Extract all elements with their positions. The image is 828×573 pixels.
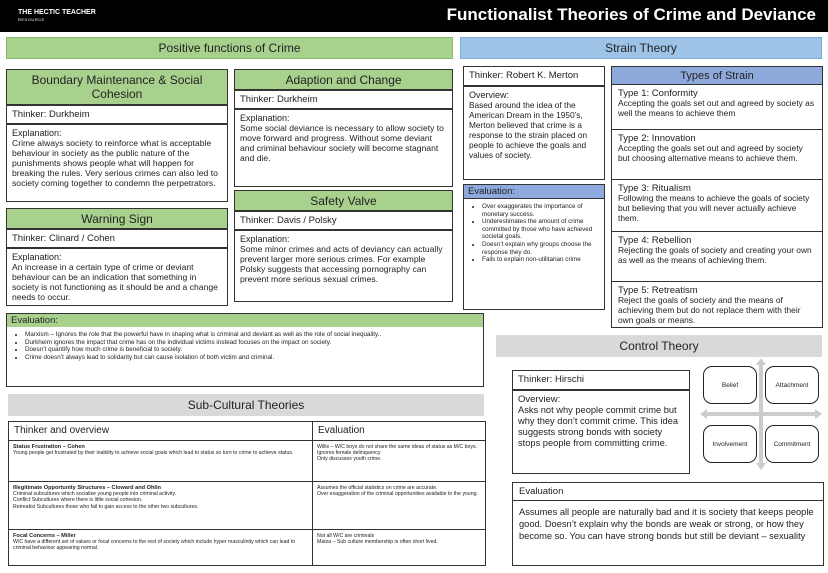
safety-thinker: Thinker: Davis / Polsky xyxy=(234,211,453,230)
row-eval-line: Not all W/C are criminals xyxy=(317,533,375,539)
row-title: Focal Concerns – Miller xyxy=(13,533,76,539)
row-overview xyxy=(9,482,313,530)
table-row xyxy=(9,482,486,530)
strain-evaluation-list xyxy=(464,203,604,264)
list-item: • Crime doesn’t always lead to solidarity but can cause isolation of both victim and criminal. xyxy=(25,354,483,362)
list-item: • Fails to explain non-utilitarian crime xyxy=(482,256,600,264)
row-line: Young people get frustrated by their inability to achieve social goals which lead to status so turn to crime to achieve status. xyxy=(13,450,294,457)
adaption-explanation-text: Some social deviance is necessary to allow society to move forward and progress. Without some deviant and criminal behaviour society will become stagnant and die. xyxy=(240,123,444,163)
safety-explanation xyxy=(234,230,453,302)
strain-theory-band: Strain Theory xyxy=(460,37,822,59)
positive-evaluation xyxy=(6,313,484,387)
row-eval-line: Over exaggeration of the criminal opportunities available to the young. xyxy=(317,491,478,498)
list-item: • Doesn’t explain why groups choose the response they do. xyxy=(482,241,600,256)
strain-overview-label: Overview: xyxy=(469,90,510,100)
strain-type-ritualism xyxy=(611,180,823,232)
control-evaluation-text: Assumes all people are naturally bad and it is society that keeps people good. Doesn’t explain why the bonds are weak or strong, or how they become so. You can have strong bonds but still be deviant – sexuality xyxy=(519,507,814,541)
adaption-thinker: Thinker: Durkheim xyxy=(234,90,453,109)
safety-explanation-text: Some minor crimes and acts of deviancy can actually prevent larger more serious crimes. For example Polsky suggests that accessing pornography can prevent more serious sexual crimes. xyxy=(240,244,443,284)
row-line: Criminal subcultures which socialise young people into criminal activity. xyxy=(13,491,177,498)
warning-explanation-text: An increase in a certain type of crime or deviant behaviour can be an indication that something in society is not functioning as it should be and a change needs to occur. xyxy=(12,262,218,302)
boundary-thinker: Thinker: Durkheim xyxy=(6,105,228,124)
row-overview xyxy=(9,441,313,482)
bond-belief: Belief xyxy=(703,366,757,404)
warning-explanation-label: Explanation: xyxy=(12,252,62,262)
list-item: • Over exaggerates the importance of monetary success. xyxy=(482,203,600,218)
list-item: • Durkheim ignores the impact that crime has on the individual victims instead focuses on the impact on society. xyxy=(25,339,483,347)
bond-involvement: Involvement xyxy=(703,425,757,463)
row-title: Status Frustration – Cohen xyxy=(13,444,85,450)
strain-thinker: Thinker: Robert K. Merton xyxy=(463,66,605,86)
row-line: Retreatist Subcultures those who fail to gain access to the other two subcultures. xyxy=(13,503,199,510)
control-theory-band: Control Theory xyxy=(496,335,822,357)
strain-type-text: Following the means to achieve the goals of society but believing that you will never actually achieve them. xyxy=(618,193,810,223)
strain-type-text: Accepting the goals set out and agreed by society as well the means to achieve them xyxy=(618,98,815,118)
strain-overview xyxy=(463,86,605,180)
row-title: Illegitimate Opportunity Structures – Cloward and Ohlin xyxy=(13,485,161,491)
social-bonds-diagram xyxy=(700,358,822,470)
strain-type-text: Rejecting the goals of society and creating your own as well as the means of achieving them. xyxy=(618,245,812,265)
brand-subtitle: RESOURCE xyxy=(18,17,45,22)
brand-name: THE HECTIC TEACHER xyxy=(18,9,96,16)
subcultural-table xyxy=(8,421,486,566)
table-header-row xyxy=(9,422,486,441)
bond-attachment: Attachment xyxy=(765,366,819,404)
row-eval-line: Ignores female delinquency xyxy=(317,450,381,457)
control-overview-label: Overview: xyxy=(518,394,561,405)
adaption-explanation xyxy=(234,109,453,187)
row-eval-line: Assumes the official statistics on crime are accurate. xyxy=(317,485,438,491)
warning-title: Warning Sign xyxy=(6,208,228,229)
types-of-strain-title: Types of Strain xyxy=(611,66,823,85)
strain-type-name: Type 5: Retreatism xyxy=(618,285,698,296)
subcultural-band: Sub-Cultural Theories xyxy=(8,394,484,416)
boundary-title: Boundary Maintenance & Social Cohesion xyxy=(6,69,228,105)
safety-explanation-label: Explanation: xyxy=(240,234,290,244)
positive-evaluation-list xyxy=(7,331,483,361)
list-item: • Underestimates the amount of crime committed by those who have achieved societal goals. xyxy=(482,218,600,241)
list-item: • Marxism – Ignores the role that the powerful have in shaping what is criminal and deviant as well as the role of social inequality.. xyxy=(25,331,483,339)
control-evaluation xyxy=(512,482,824,566)
strain-type-name: Type 3: Ritualism xyxy=(618,183,691,194)
strain-type-name: Type 4: Rebellion xyxy=(618,235,692,246)
page-title: Functionalist Theories of Crime and Deviance xyxy=(446,5,816,24)
strain-evaluation xyxy=(463,184,605,310)
control-overview-text: Asks not why people commit crime but why they don’t commit crime. This idea suggests strong bonds with society stops people from committing crime. xyxy=(518,405,678,448)
strain-type-rebellion xyxy=(611,232,823,282)
adaption-explanation-label: Explanation: xyxy=(240,113,290,123)
row-evaluation xyxy=(313,441,486,482)
adaption-title: Adaption and Change xyxy=(234,69,453,90)
list-item: • Doesn’t quantify how much crime is beneficial to society. xyxy=(25,346,483,354)
control-overview xyxy=(512,390,690,474)
boundary-explanation-label: Explanation: xyxy=(12,128,62,138)
strain-evaluation-title: Evaluation: xyxy=(464,185,604,199)
boundary-explanation xyxy=(6,124,228,202)
table-row xyxy=(9,530,486,566)
row-eval-line: Matza – Sub culture membership is often short lived. xyxy=(317,539,438,546)
strain-type-name: Type 1: Conformity xyxy=(618,88,698,99)
row-overview xyxy=(9,530,313,566)
strain-type-name: Type 2: Innovation xyxy=(618,133,696,144)
column-header-evaluation: Evaluation xyxy=(313,422,486,441)
row-eval-line: Only discusses youth crime. xyxy=(317,456,382,463)
safety-title: Safety Valve xyxy=(234,190,453,211)
column-header-thinker: Thinker and overview xyxy=(9,422,313,441)
control-thinker: Thinker: Hirschi xyxy=(512,370,690,390)
strain-type-conformity xyxy=(611,85,823,130)
warning-explanation xyxy=(6,248,228,306)
strain-type-retreatism xyxy=(611,282,823,328)
strain-type-innovation xyxy=(611,130,823,180)
row-evaluation xyxy=(313,482,486,530)
row-eval-line: Willis – W/C boys do not share the same ideas of status as M/C boys. xyxy=(317,444,478,450)
positive-evaluation-title: Evaluation: xyxy=(7,314,483,327)
row-line: W/C have a different set of values or focal concerns to the rest of society which include hyper masculinity which can lead to criminal behaviour appearing normal. xyxy=(13,539,296,552)
brand-logo xyxy=(18,9,96,23)
strain-type-text: Reject the goals of society and the means of achieving them but do not replace them with their own goals or means. xyxy=(618,295,801,325)
row-evaluation xyxy=(313,530,486,566)
strain-type-text: Accepting the goals set out and agreed by society but choosing alternative means to achieve them. xyxy=(618,143,803,163)
boundary-explanation-text: Crime always society to reinforce what is acceptable behaviour in society as the public nature of the punishments shows people what will happen for breaking the rules. Very serious crimes can also led to society coming together to condemn the perpetrators. xyxy=(12,138,218,188)
bond-commitment: Commitment xyxy=(765,425,819,463)
positive-functions-band: Positive functions of Crime xyxy=(6,37,453,59)
warning-thinker: Thinker: Clinard / Cohen xyxy=(6,229,228,248)
table-row xyxy=(9,441,486,482)
row-line: Conflict Subcultures where there is little social cohesion. xyxy=(13,497,143,504)
strain-overview-text: Based around the idea of the American Dream in the 1950’s, Merton believed that crime is a response to the strain placed on people to achieve the goals and values of society. xyxy=(469,100,588,160)
control-evaluation-title: Evaluation xyxy=(513,483,823,501)
